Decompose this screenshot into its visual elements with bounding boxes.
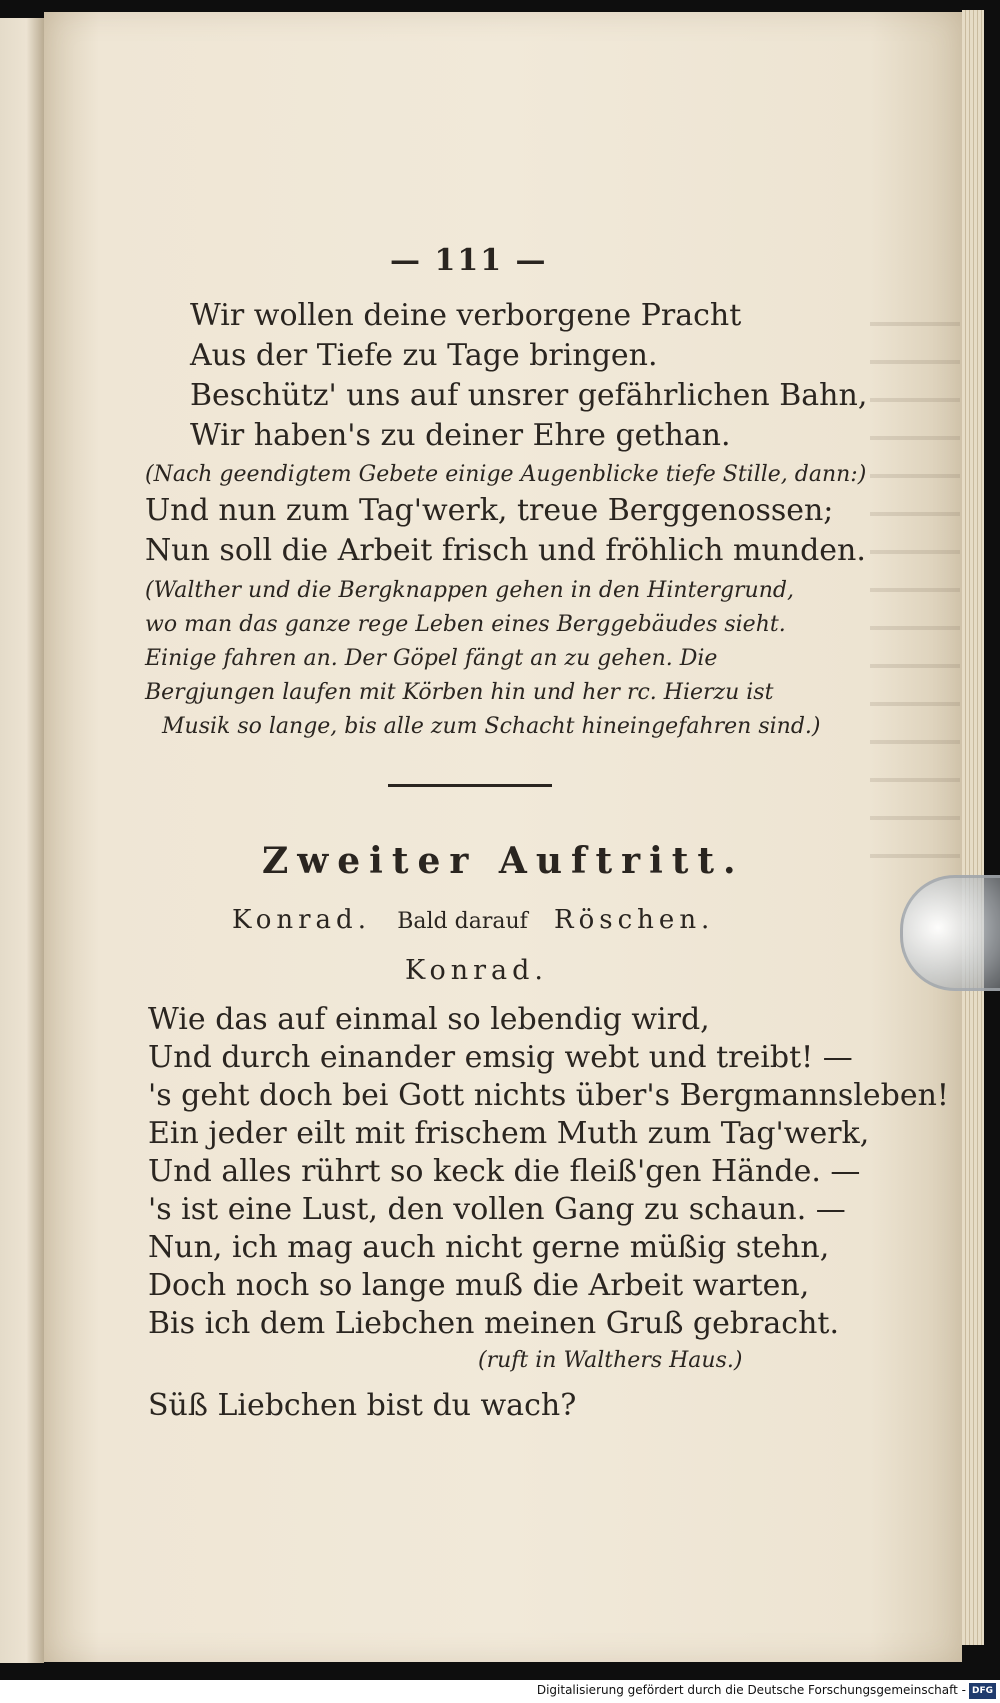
speech-line: Und alles rührt so keck die fleiß'gen Hände. — (148, 1154, 861, 1189)
stage-direction-line: Musik so lange, bis alle zum Schacht hineingefahren sind.) (162, 714, 821, 739)
stage-direction-line: Bergjungen laufen mit Körben hin und her rc. Hierzu ist (145, 680, 774, 705)
verse-line: Aus der Tiefe zu Tage bringen. (190, 338, 658, 373)
speech-line: Ein jeder eilt mit frischem Muth zum Tag'werk, (148, 1116, 870, 1151)
page-stack-edge (962, 10, 984, 1645)
verse-line: Und nun zum Tag'werk, treue Berggenossen; (145, 493, 834, 528)
stage-direction: (ruft in Walthers Haus.) (478, 1348, 743, 1373)
stage-direction-line: (Walther und die Bergknappen gehen in den Hintergrund, (145, 578, 794, 603)
stage-direction: (Nach geendigtem Gebete einige Augenblicke tiefe Stille, dann:) (145, 462, 867, 487)
speech-line: Und durch einander emsig webt und treibt! — (148, 1040, 853, 1075)
cast-line (232, 905, 714, 935)
speech-line: Doch noch so lange muß die Arbeit warten, (148, 1268, 810, 1303)
speech-line: 's geht doch bei Gott nichts über's Bergmannsleben! (148, 1078, 949, 1113)
cast-name-roeschen: Röschen. (554, 905, 715, 935)
dfg-logo: DFG (969, 1683, 996, 1699)
scene-heading: Zweiter Auftritt. (262, 840, 745, 882)
stage-direction-line: Einige fahren an. Der Göpel fängt an zu gehen. Die (145, 646, 718, 671)
cast-name-konrad: Konrad. (232, 905, 371, 935)
show-through-text (870, 300, 960, 860)
speech-line: Wie das auf einmal so lebendig wird, (148, 1002, 710, 1037)
section-divider (388, 784, 552, 787)
verse-line: Wir haben's zu deiner Ehre gethan. (190, 418, 731, 453)
speech-line: Süß Liebchen bist du wach? (148, 1388, 577, 1423)
verse-line: Nun soll die Arbeit frisch und fröhlich munden. (145, 533, 866, 568)
cast-connector: Bald darauf (397, 909, 528, 934)
stage-direction-line: wo man das ganze rege Leben eines Berggebäudes sieht. (145, 612, 786, 637)
speaker-name: Konrad. (405, 955, 548, 986)
speech-line: Bis ich dem Liebchen meinen Gruß gebracht. (148, 1306, 840, 1341)
facing-page-edge (0, 18, 44, 1663)
verse-line: Wir wollen deine verborgene Pracht (190, 298, 742, 333)
footer-bar (0, 1680, 1000, 1703)
footer-credit: Digitalisierung gefördert durch die Deutsche Forschungsgemeinschaft - (536, 1683, 966, 1697)
page-clip (900, 875, 1000, 991)
page-number: — 111 — (390, 243, 548, 278)
speech-line: Nun, ich mag auch nicht gerne müßig stehn, (148, 1230, 830, 1265)
verse-line: Beschütz' uns auf unsrer gefährlichen Bahn, (190, 378, 868, 413)
speech-line: 's ist eine Lust, den vollen Gang zu schaun. — (148, 1192, 846, 1227)
